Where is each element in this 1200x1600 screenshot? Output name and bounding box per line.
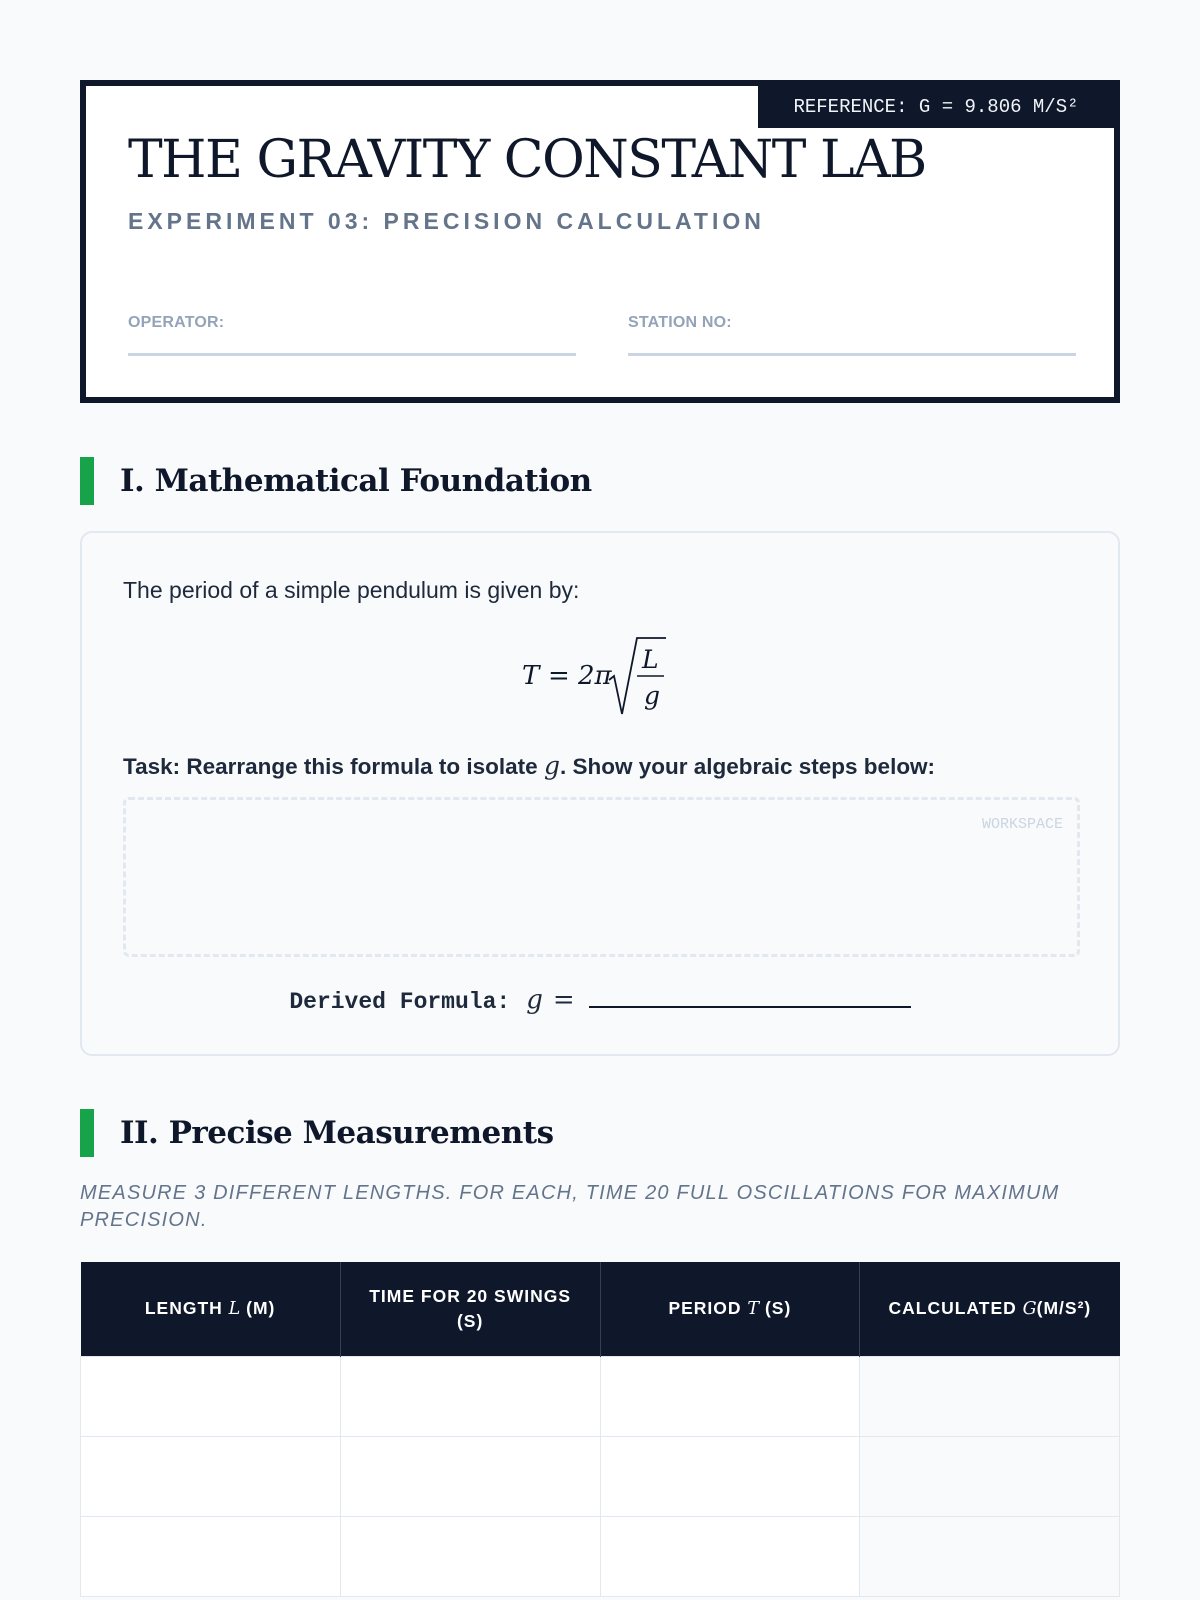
formula-svg — [520, 632, 680, 722]
intro-text: The period of a simple pendulum is given by: — [123, 577, 580, 603]
derived-equals: = — [552, 985, 575, 1015]
calculated-g-cell[interactable] — [860, 1436, 1120, 1516]
reference-badge: REFERENCE: G = 9.806 M/S² — [758, 86, 1114, 128]
task-prefix: Task: Rearrange this formula to isolate — [123, 754, 544, 779]
measurements-table — [80, 1262, 1120, 1597]
derived-formula-row — [82, 985, 1118, 1015]
section-1-heading — [80, 457, 592, 505]
section-1-title: I. Mathematical Foundation — [120, 463, 592, 499]
length-cell[interactable] — [81, 1356, 341, 1436]
operator-field[interactable] — [128, 314, 576, 356]
formula-denominator: g — [644, 681, 661, 710]
length-cell[interactable] — [81, 1516, 341, 1596]
length-cell[interactable] — [81, 1436, 341, 1516]
task-suffix: . Show your algebraic steps below: — [559, 754, 936, 779]
workspace-label: WORKSPACE — [981, 816, 1063, 833]
formula-eq: = — [548, 661, 570, 691]
time-cell[interactable] — [340, 1356, 600, 1436]
section-2-heading — [80, 1109, 554, 1157]
calculated-g-cell[interactable] — [860, 1356, 1120, 1436]
period-cell[interactable] — [600, 1436, 860, 1516]
table-header-row — [81, 1262, 1120, 1356]
calculated-g-cell[interactable] — [860, 1516, 1120, 1596]
time-cell[interactable] — [340, 1436, 600, 1516]
experiment-subtitle: EXPERIMENT 03: PRECISION CALCULATION — [128, 208, 765, 234]
section-accent-bar — [80, 1109, 94, 1157]
task-instruction — [123, 751, 935, 780]
task-variable: g — [543, 751, 560, 780]
table-row — [81, 1516, 1120, 1596]
derived-variable: g — [526, 985, 543, 1015]
operator-label: OPERATOR: — [128, 314, 225, 331]
pendulum-formula — [82, 633, 1118, 721]
formula-lhs: T — [522, 661, 540, 691]
table-row — [81, 1356, 1120, 1436]
column-header-period: PERIOD T (S) — [600, 1262, 860, 1356]
table-row — [81, 1436, 1120, 1516]
derived-label: Derived Formula: — [289, 989, 511, 1015]
page-title: THE GRAVITY CONSTANT LAB — [128, 130, 926, 190]
column-header-calculated-g: CALCULATED G(M/S²) — [860, 1262, 1120, 1356]
column-header-length: LENGTH L (M) — [81, 1262, 341, 1356]
workspace-area[interactable] — [123, 797, 1080, 957]
measurement-instructions: MEASURE 3 DIFFERENT LENGTHS. FOR EACH, TIME 20 FULL OSCILLATIONS FOR MAXIMUM PRECISION. — [80, 1182, 1060, 1231]
period-cell[interactable] — [600, 1516, 860, 1596]
formula-coef: 2π — [578, 661, 612, 691]
period-cell[interactable] — [600, 1356, 860, 1436]
derived-answer-blank[interactable] — [589, 1006, 911, 1008]
station-field[interactable] — [628, 314, 1076, 356]
math-foundation-card — [80, 531, 1120, 1056]
column-header-time: TIME FOR 20 SWINGS (S) — [340, 1262, 600, 1356]
section-accent-bar — [80, 457, 94, 505]
formula-numerator: L — [642, 645, 659, 674]
time-cell[interactable] — [340, 1516, 600, 1596]
lab-header — [80, 80, 1120, 403]
section-2-title: II. Precise Measurements — [120, 1115, 554, 1151]
station-label: STATION NO: — [628, 314, 732, 331]
